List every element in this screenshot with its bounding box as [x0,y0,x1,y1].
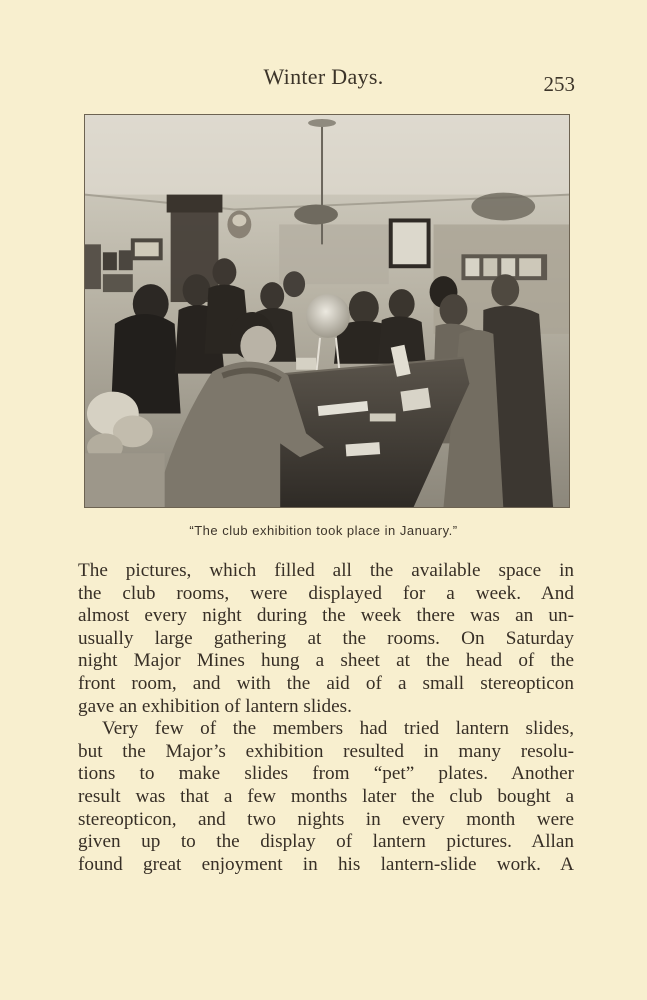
text-line: but the Major’s exhibition resulted in many resolu- [78,740,574,762]
text-line: gave an exhibition of lantern slides. [78,695,352,717]
page-number: 253 [543,72,575,96]
text-line: usually large gathering at the rooms. On Saturday [78,627,574,649]
club-exhibition-photograph [85,115,569,507]
text-line: The pictures, which filled all the available space in [78,560,574,581]
text-line: tions to make slides from “pet” plates. Another [78,763,574,785]
photo-caption: “The club exhibition took place in January.” [189,523,458,538]
text-line: almost every night during the week there was an un- [78,605,574,627]
text-line: stereopticon, and two nights in every month were [78,808,574,830]
photograph-plate [84,114,570,508]
running-head [0,64,647,98]
body-text [78,560,574,876]
text-line: found great enjoyment in his lantern-slide work. A [78,853,574,875]
text-line: the club rooms, were displayed for a week. And [78,582,574,604]
text-line: given up to the display of lantern pictures. Allan [78,831,574,853]
text-line: result was that a few months later the club bought a [78,785,574,807]
text-line: front room, and with the aid of a small stereopticon [78,672,574,694]
text-line: Very few of the members had tried lantern slides, [102,718,574,740]
text-line: night Major Mines hung a sheet at the head of the [78,650,574,672]
running-title: Winter Days. [263,64,384,89]
